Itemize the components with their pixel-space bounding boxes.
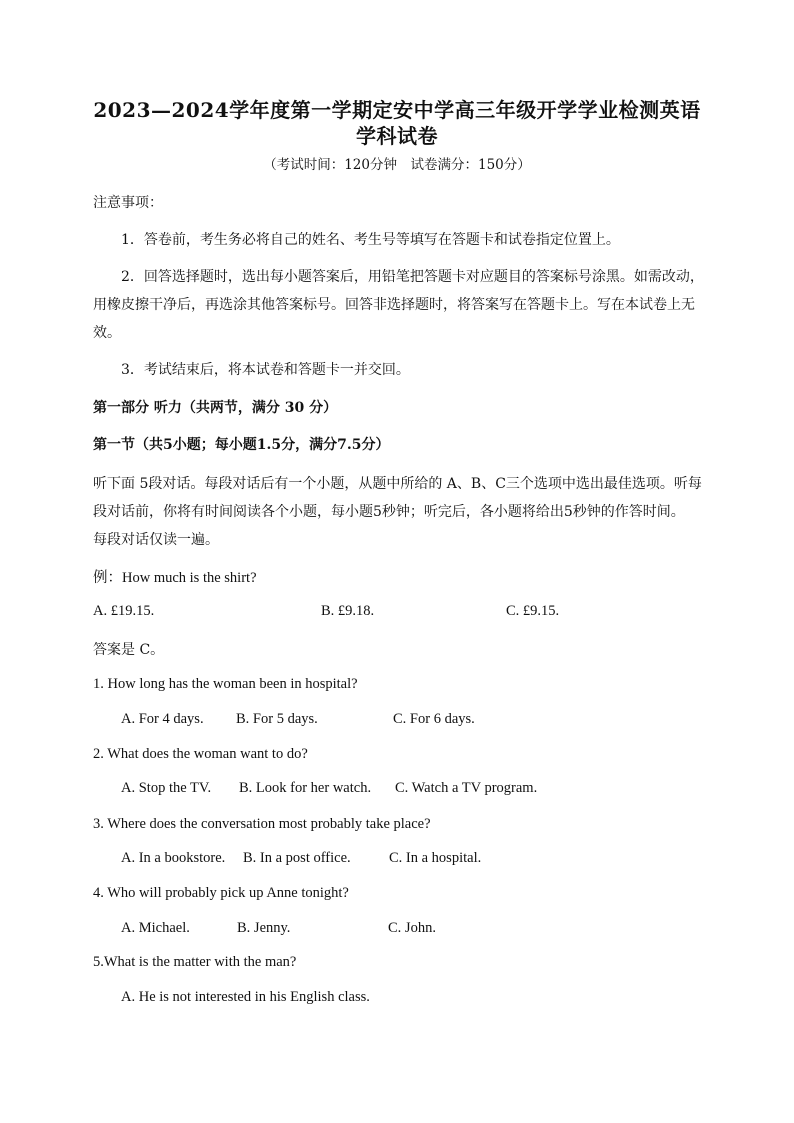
question-5: 5.What is the matter with the man?	[93, 954, 297, 970]
question-1-option-a: A. For 4 days.	[121, 711, 204, 727]
question-2-option-c: C. Watch a TV program.	[395, 780, 538, 796]
notes-item-2-line1: 2．回答选择题时，选出每小题答案后，用铅笔把答题卡对应题目的答案标号涂黑。如需改动，	[121, 269, 704, 285]
question-2-option-b: B. Look for her watch.	[239, 780, 372, 796]
example-question: 例：How much is the shirt?	[93, 570, 257, 586]
notes-item-3: 3．考试结束后，将本试卷和答题卡一并交回。	[121, 362, 410, 378]
example-option-c: C. £9.15.	[506, 603, 560, 619]
question-2: 2. What does the woman want to do?	[93, 746, 308, 762]
question-1: 1. How long has the woman been in hospital?	[93, 676, 358, 692]
part1-heading: 第一部分 听力（共两节，满分 30 分）	[93, 400, 338, 416]
example-answer: 答案是 C。	[93, 642, 165, 658]
question-3: 3. Where does the conversation most probably take place?	[93, 816, 431, 832]
example-option-b: B. £9.18.	[321, 603, 375, 619]
question-1-option-b: B. For 5 days.	[236, 711, 318, 727]
notes-heading: 注意事项：	[93, 195, 163, 211]
question-3-option-a: A. In a bookstore.	[121, 850, 226, 866]
question-1-option-c: C. For 6 days.	[393, 711, 475, 727]
exam-title-line1: 2023—2024学年度第一学期定安中学高三年级开学学业检测英语	[93, 98, 701, 122]
instructions-line2: 段对话前，你将有时间阅读各个小题，每小题5秒钟；听完后，各小题将给出5秒钟的作答时间。	[93, 504, 685, 520]
question-4: 4. Who will probably pick up Anne tonight?	[93, 885, 349, 901]
question-2-option-a: A. Stop the TV.	[121, 780, 212, 796]
notes-item-2-line2: 用橡皮擦干净后，再选涂其他答案标号。回答非选择题时，将答案写在答题卡上。写在本试卷上无	[93, 297, 695, 313]
example-option-a: A. £19.15.	[93, 603, 155, 619]
instructions-line3: 每段对话仅读一遍。	[93, 532, 219, 548]
notes-item-1: 1．答卷前，考生务必将自己的姓名、考生号等填写在答题卡和试卷指定位置上。	[121, 232, 620, 248]
exam-info: （考试时间：120分钟 试卷满分：150分）	[263, 157, 531, 173]
question-3-option-c: C. In a hospital.	[389, 850, 482, 866]
instructions-line1: 听下面 5段对话。每段对话后有一个小题，从题中所给的 A、B、C三个选项中选出最佳选项。听每	[93, 476, 702, 492]
question-4-option-a: A. Michael.	[121, 920, 190, 936]
question-4-option-c: C. John.	[388, 920, 436, 936]
exam-title-line2: 学科试卷	[356, 124, 438, 148]
question-3-option-b: B. In a post office.	[243, 850, 351, 866]
section1-heading: 第一节（共5小题；每小题1.5分，满分7.5分）	[93, 437, 390, 453]
question-4-option-b: B. Jenny.	[237, 920, 291, 936]
question-5-option-a: A. He is not interested in his English class.	[121, 989, 370, 1005]
notes-item-2-line3: 效。	[93, 325, 121, 341]
